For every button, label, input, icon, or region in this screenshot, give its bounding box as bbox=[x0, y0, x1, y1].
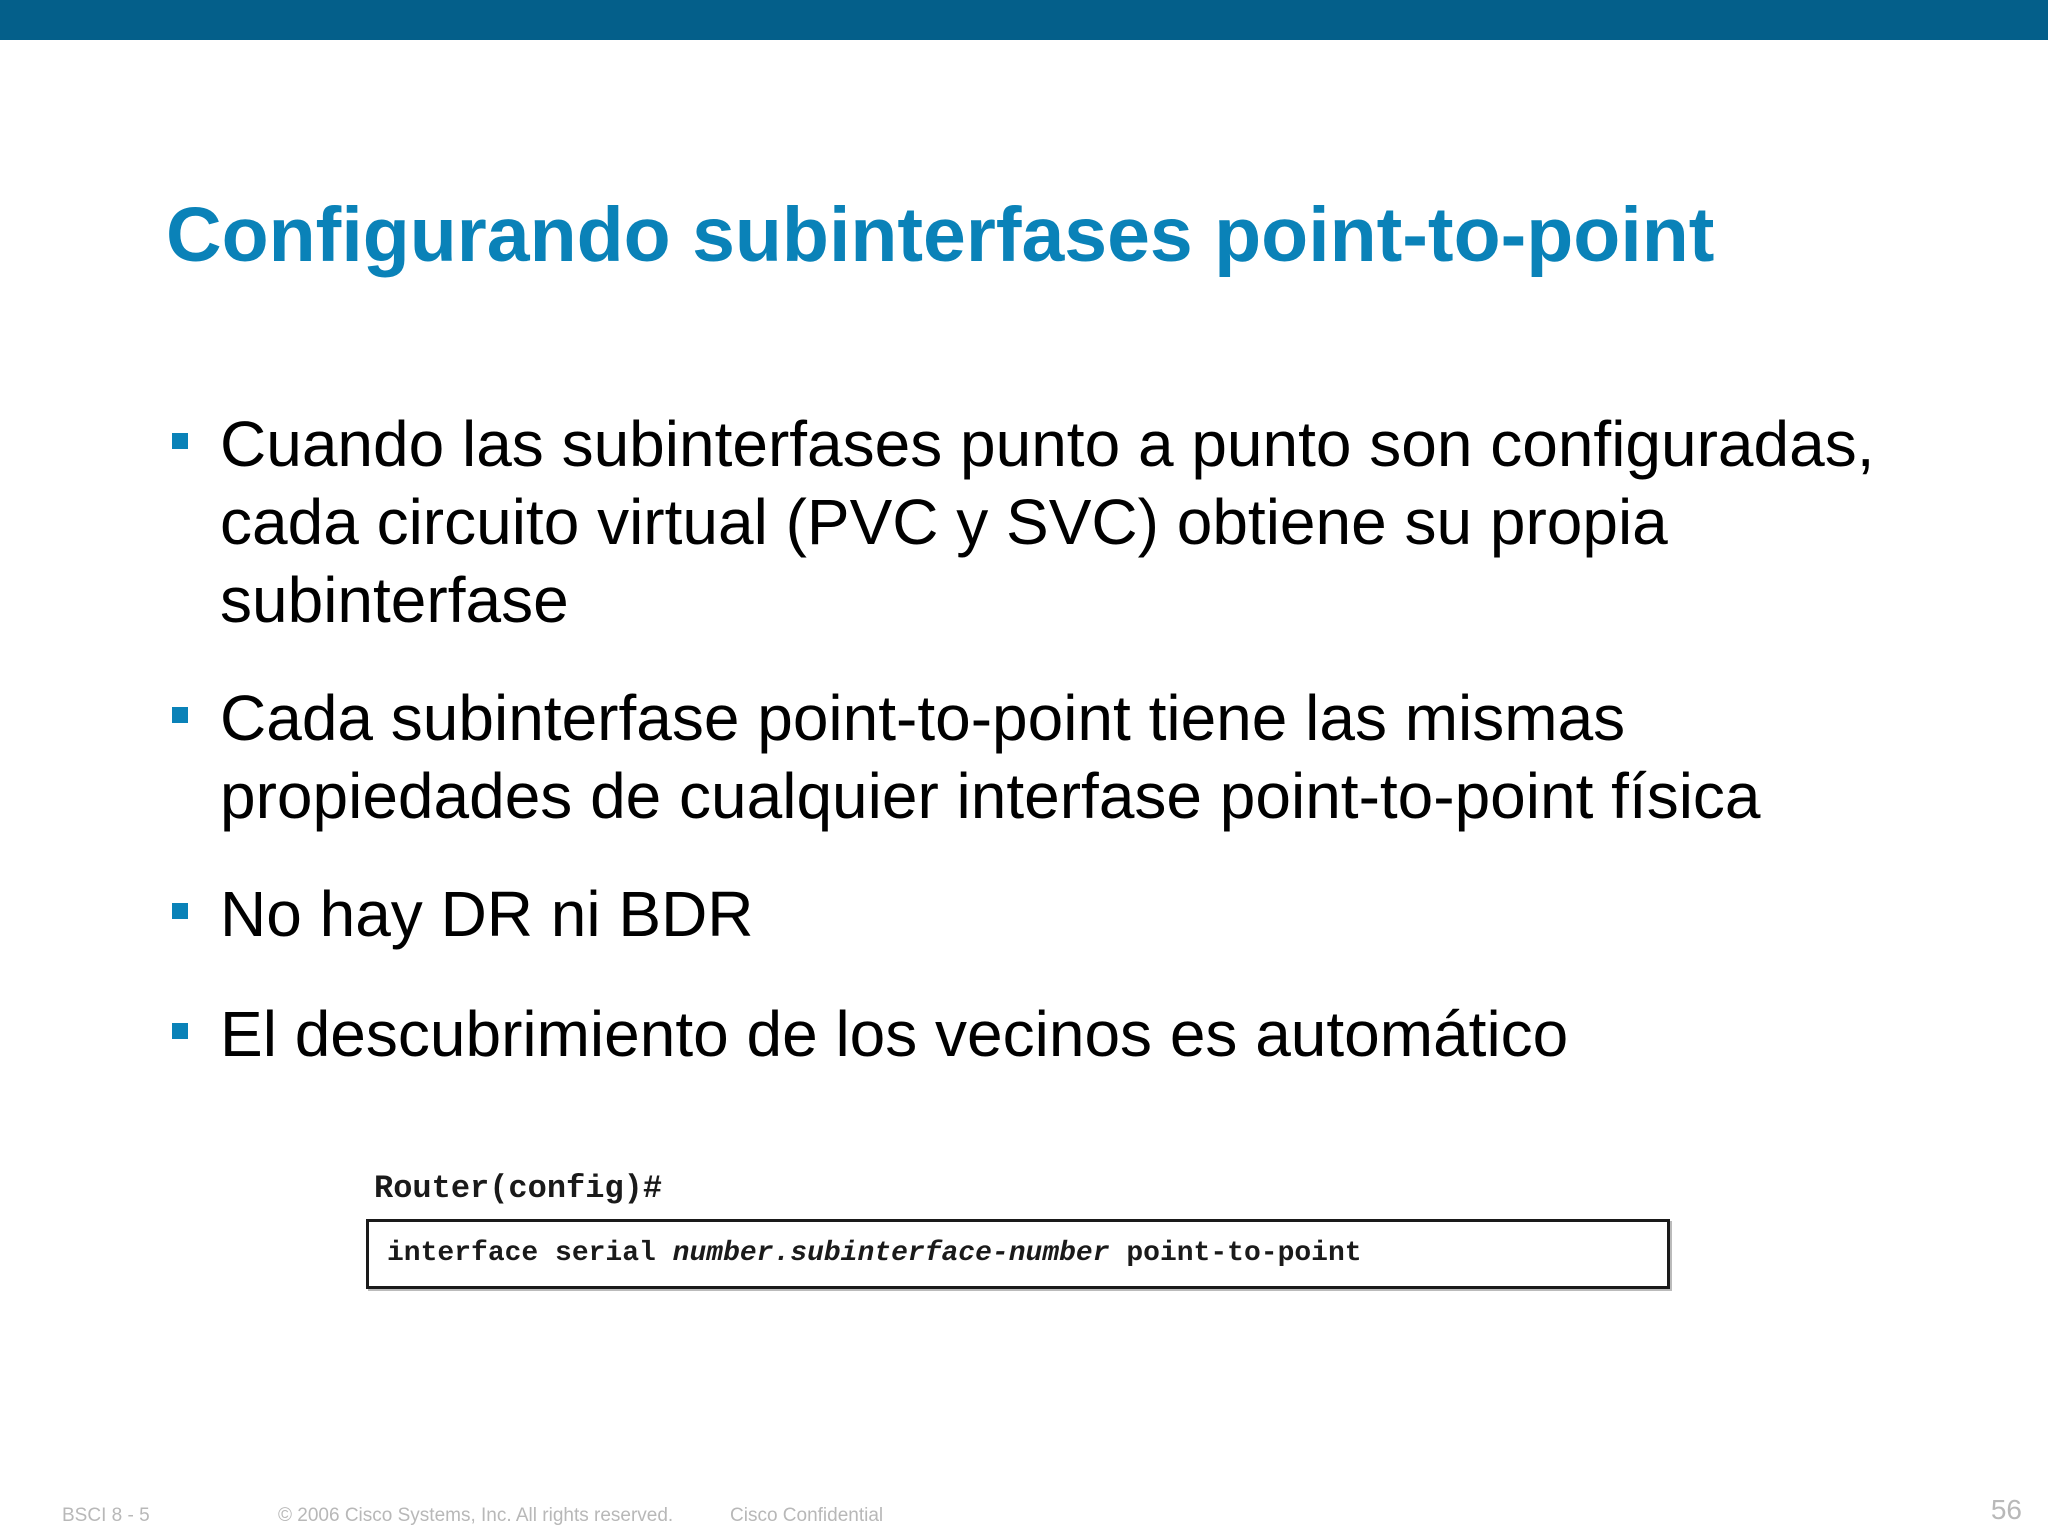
command-box bbox=[366, 1219, 1670, 1289]
slide-title: Configurando subinterfases point-to-point bbox=[166, 192, 1715, 278]
command-keyword: point-to-point bbox=[1126, 1238, 1362, 1269]
bullet-item bbox=[166, 679, 1946, 835]
bullet-text: No hay DR ni BDR bbox=[220, 878, 754, 950]
command-keyword: interface serial bbox=[387, 1238, 656, 1269]
footer-copyright: © 2006 Cisco Systems, Inc. All rights reserved. bbox=[278, 1505, 674, 1526]
square-bullet-icon bbox=[172, 707, 188, 723]
command-prompt: Router(config)# bbox=[374, 1170, 663, 1207]
command-argument: number.subinterface-number bbox=[672, 1238, 1110, 1269]
bullet-text: Cuando las subinterfases punto a punto son configuradas, cada circuito virtual (PVC y SVC) obtiene su propia subinterfase bbox=[220, 408, 1875, 636]
bullet-item bbox=[166, 995, 1946, 1073]
square-bullet-icon bbox=[172, 903, 188, 919]
square-bullet-icon bbox=[172, 433, 188, 449]
bullet-item bbox=[166, 405, 1946, 639]
bullet-text: Cada subinterfase point-to-point tiene las mismas propiedades de cualquier interfase point-to-point física bbox=[220, 682, 1761, 832]
footer-confidential: Cisco Confidential bbox=[730, 1505, 884, 1526]
footer-course: BSCI 8 - 5 bbox=[62, 1505, 150, 1526]
page-number: 56 bbox=[1990, 1494, 2022, 1525]
square-bullet-icon bbox=[172, 1023, 188, 1039]
command-syntax bbox=[366, 1165, 1670, 1289]
bullet-text: El descubrimiento de los vecinos es automático bbox=[220, 998, 1569, 1070]
bullet-list bbox=[166, 405, 1946, 1113]
top-bar bbox=[0, 0, 2048, 40]
bullet-item bbox=[166, 875, 1946, 953]
